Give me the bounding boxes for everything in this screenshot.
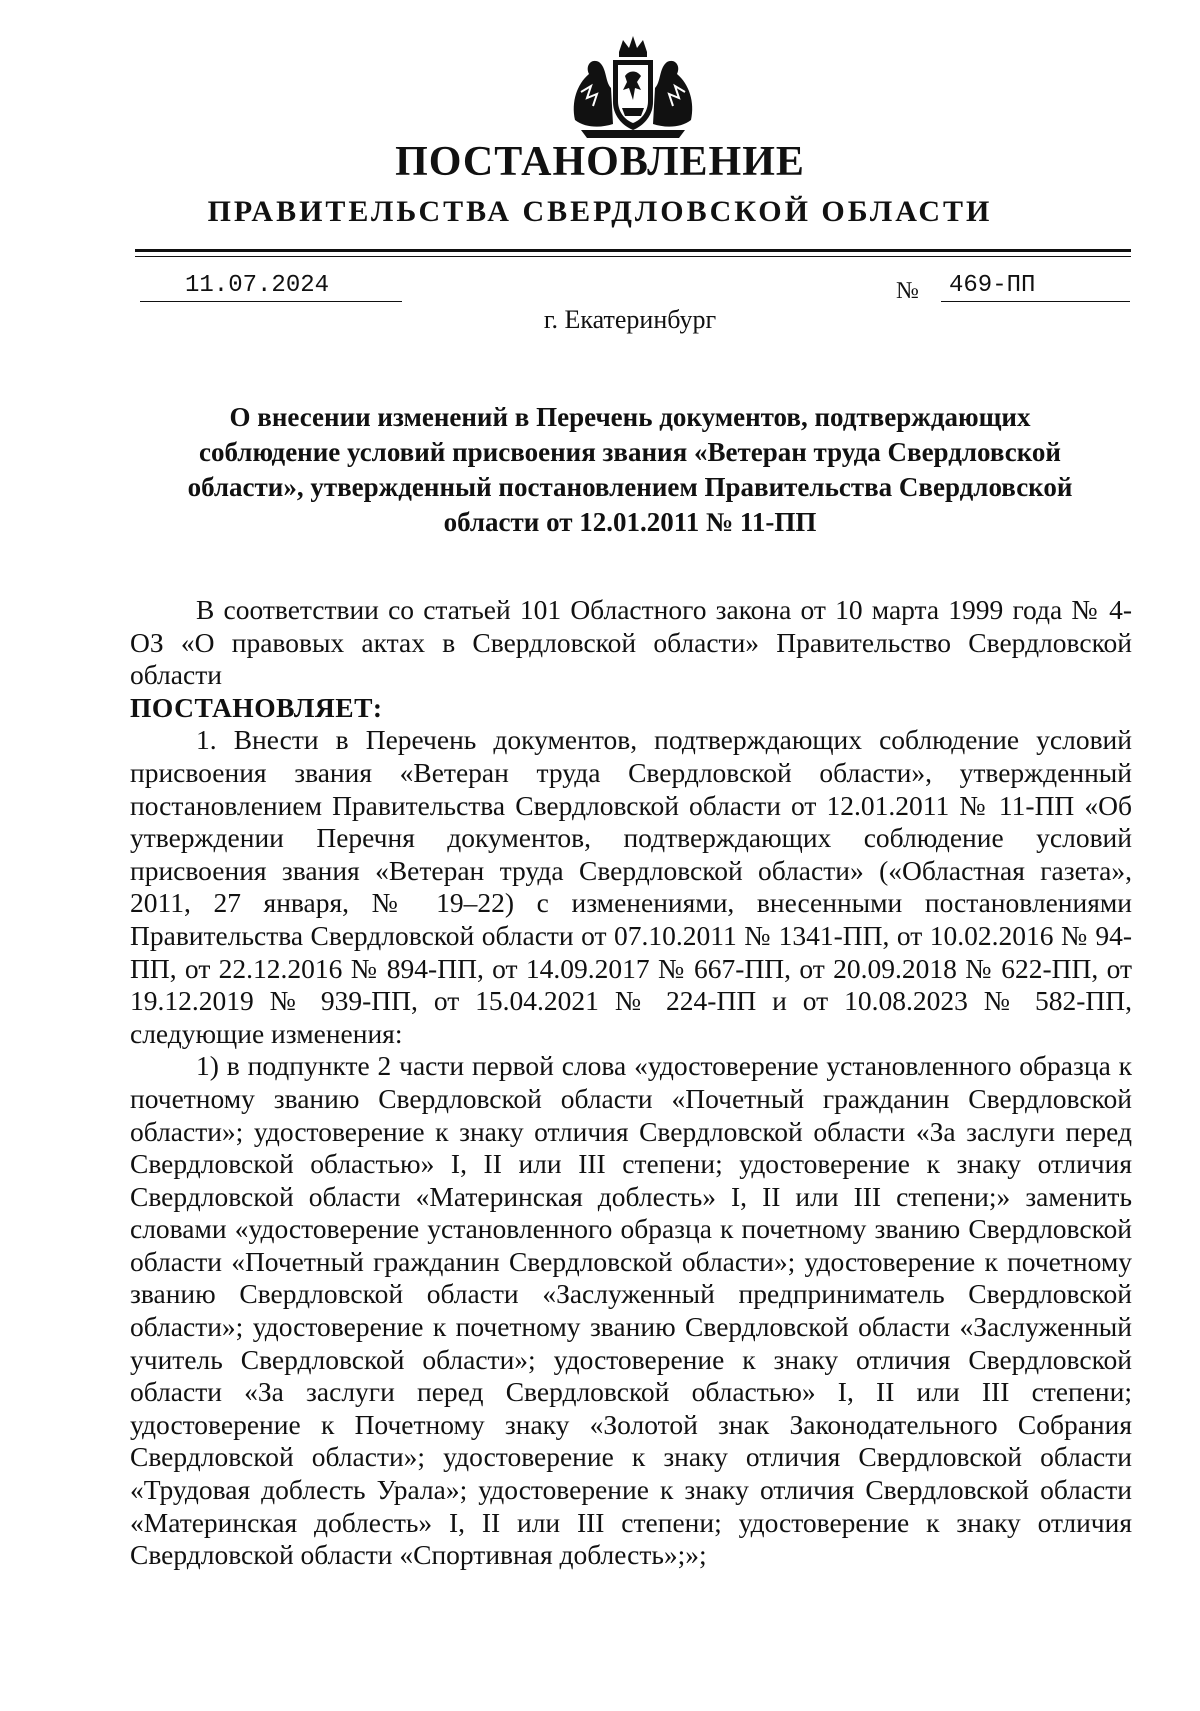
document-date: 11.07.2024 — [140, 271, 402, 302]
decree-word: ПОСТАНОВЛЯЕТ: — [130, 691, 383, 723]
header-divider-thick — [135, 249, 1131, 252]
document-body — [130, 594, 1132, 1572]
document-city: г. Екатеринбург — [543, 305, 717, 334]
preamble-paragraph: В соответствии со статьей 101 Областного закона от 10 марта 1999 года № 4-ОЗ «О правовых актах в Свердловской области» Правительство Свердловской области — [130, 594, 1132, 691]
header-divider-thin — [135, 256, 1131, 257]
issuing-authority-heading: ПРАВИТЕЛЬСТВА СВЕРДЛОВСКОЙ ОБЛАСТИ — [207, 195, 993, 228]
document-number-label: № — [896, 278, 919, 304]
subitem-1-paragraph: 1) в подпункте 2 части первой слова «удостоверение установленного образца к почетному званию Свердловской области «Почетный гражданин Свердловской области»; удостоверение к знаку отличия Свердловской области «За заслуги перед Свердловской областью» I, II или III степени; удостоверение к знаку отличия Свердловской области «Материнская доблесть» I, II или III степени;» заменить словами «удостоверение установленного образца к почетному званию Свердловской области «Почетный гражданин Свердловской области»; удостоверение к почетному званию Свердловской области «Заслуженный предприниматель Свердловской области»; удостоверение к почетному званию Свердловской области «Заслуженный учитель Свердловской области»; удостоверение к знаку отличия Свердловской области «За заслуги перед Свердловской областью» I, II или III степени; удостоверение к Почетному знаку «Золотой знак Законодательного Собрания Свердловской области»; удостоверение к знаку отличия Свердловской области «Трудовая доблесть Урала»; удостоверение к знаку отличия Свердловской области «Материнская доблесть» I, II или III степени; удостоверение к знаку отличия Свердловской области «Спортивная доблесть»;»; — [130, 1050, 1132, 1571]
document-number: 469-ПП — [941, 271, 1130, 302]
document-type-heading: ПОСТАНОВЛЕНИЕ — [395, 139, 805, 185]
item-1-paragraph: 1. Внести в Перечень документов, подтверждающих соблюдение условий присвоения звания «Ветеран труда Свердловской области», утвержденный постановлением Правительства Свердловской области от 12.01.2011 № 11-ПП «Об утверждении Перечня документов, подтверждающих соблюдение условий присвоения звания «Ветеран труда Свердловской области» («Областная газета», 2011, 27 января, № 19–22) с изменениями, внесенными постановлениями Правительства Свердловской области от 07.10.2011 № 1341-ПП, от 10.02.2016 № 94-ПП, от 22.12.2016 № 894-ПП, от 14.09.2017 № 667-ПП, от 20.09.2018 № 622-ПП, от 19.12.2019 № 939-ПП, от 15.04.2021 № 224-ПП и от 10.08.2023 № 582-ПП, следующие изменения: — [130, 724, 1132, 1049]
coat-of-arms-emblem — [567, 32, 699, 142]
document-title: О внесении изменений в Перечень документов, подтверждающих соблюдение условий присвоения звания «Ветеран труда Свердловской области», утвержденный постановлением Правительства Свердловской области от 12.01.2011 № 11-ПП — [187, 402, 1073, 537]
